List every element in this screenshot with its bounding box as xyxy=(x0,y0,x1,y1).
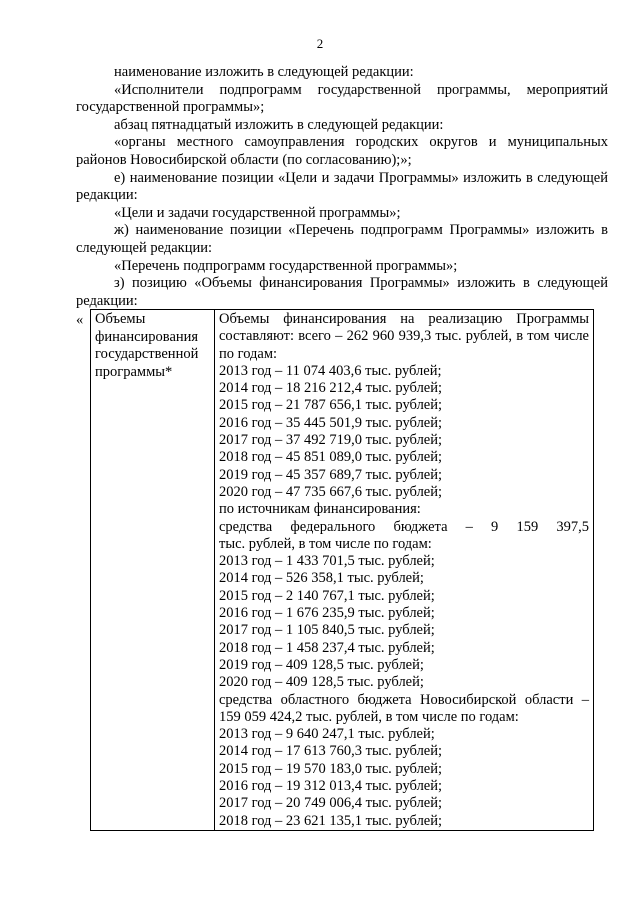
total-year-line: 2014 год – 18 216 212,4 тыс. рублей; xyxy=(219,380,443,397)
financing-table xyxy=(90,309,594,831)
sources-heading: по источникам финансирования: xyxy=(219,501,421,518)
federal-intro: средства федерального бюджета – 9 159 397,5 xyxy=(219,518,589,535)
total-year-line: 2016 год – 35 445 501,9 тыс. рублей; xyxy=(219,414,443,431)
regional-year-line: 2013 год – 9 640 247,1 тыс. рублей; xyxy=(219,726,435,743)
regional-year-line: 2014 год – 17 613 760,3 тыс. рублей; xyxy=(219,743,443,760)
paragraph: ж) наименование позиции «Перечень подпрограмм Программы» изложить в следующей редакции: xyxy=(76,222,608,256)
regional-intro-cont: 159 059 424,2 тыс. рублей, в том числе по годам: xyxy=(219,708,519,725)
paragraph: з) позицию «Объемы финансирования Программы» изложить в следующей редакции: xyxy=(76,275,608,309)
federal-year-line: 2020 год – 409 128,5 тыс. рублей; xyxy=(219,674,424,691)
regional-year-line: 2015 год – 19 570 183,0 тыс. рублей; xyxy=(219,760,443,777)
total-year-line: 2015 год – 21 787 656,1 тыс. рублей; xyxy=(219,397,443,414)
regional-year-line: 2016 год – 19 312 013,4 тыс. рублей; xyxy=(219,778,443,795)
document-body xyxy=(76,64,608,310)
regional-intro: средства областного бюджета Новосибирской области – xyxy=(219,691,589,708)
federal-year-line: 2014 год – 526 358,1 тыс. рублей; xyxy=(219,570,424,587)
federal-year-line: 2018 год – 1 458 237,4 тыс. рублей; xyxy=(219,639,435,656)
regional-year-line: 2017 год – 20 749 006,4 тыс. рублей; xyxy=(219,795,443,812)
regional-year-line: 2018 год – 23 621 135,1 тыс. рублей; xyxy=(219,812,443,829)
total-year-line: 2020 год – 47 735 667,6 тыс. рублей; xyxy=(219,483,443,500)
federal-year-line: 2019 год – 409 128,5 тыс. рублей; xyxy=(219,656,424,673)
paragraph: наименование изложить в следующей редакции: xyxy=(114,64,414,80)
total-year-line: 2017 год – 37 492 719,0 тыс. рублей; xyxy=(219,432,443,449)
federal-year-line: 2016 год – 1 676 235,9 тыс. рублей; xyxy=(219,605,435,622)
financing-intro: Объемы финансирования на реализацию Программы составляют: всего – 262 960 939,3 тыс. рублей, в том числе по годам: xyxy=(219,311,589,362)
table-row xyxy=(91,310,594,831)
federal-year-line: 2017 год – 1 105 840,5 тыс. рублей; xyxy=(219,622,435,639)
total-year-line: 2019 год – 45 357 689,7 тыс. рублей; xyxy=(219,466,443,483)
total-year-line: 2013 год – 11 074 403,6 тыс. рублей; xyxy=(219,362,442,379)
federal-year-line: 2015 год – 2 140 767,1 тыс. рублей; xyxy=(219,587,435,604)
financing-label: Объемы финансирования государственной программы* xyxy=(95,311,199,380)
paragraph: «Исполнители подпрограмм государственной программы, мероприятий государственной программы»; xyxy=(76,81,608,116)
paragraph: абзац пятнадцатый изложить в следующей редакции: xyxy=(114,116,444,133)
opening-quote: « xyxy=(76,312,84,328)
financing-label-cell xyxy=(91,310,215,831)
paragraph: «Перечень подпрограмм государственной программы»; xyxy=(114,257,458,274)
federal-year-line: 2013 год – 1 433 701,5 тыс. рублей; xyxy=(219,553,435,570)
financing-value-cell xyxy=(215,310,594,831)
total-year-line: 2018 год – 45 851 089,0 тыс. рублей; xyxy=(219,449,443,466)
federal-intro-cont: тыс. рублей, в том числе по годам: xyxy=(219,535,432,552)
paragraph: е) наименование позиции «Цели и задачи Программы» изложить в следующей редакции: xyxy=(76,169,608,204)
paragraph: «Цели и задачи государственной программы»; xyxy=(114,204,401,221)
paragraph: «органы местного самоуправления городских округов и муниципальных районов Новосибирской области (по согласованию);»; xyxy=(76,134,608,168)
page-number: 2 xyxy=(316,36,324,51)
